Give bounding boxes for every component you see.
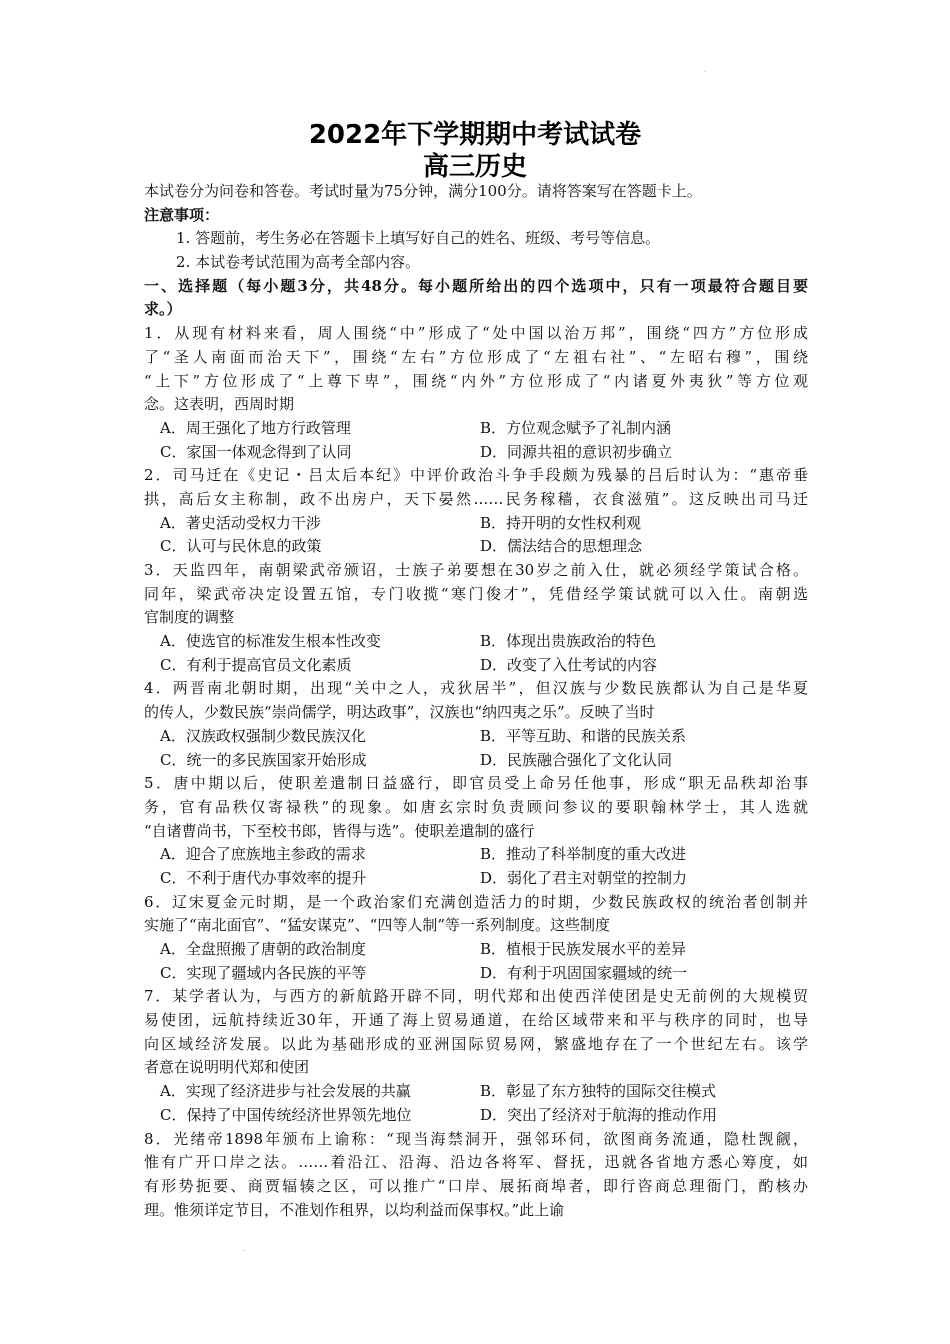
options-row (144, 512, 808, 536)
section-heading: 求。） (144, 300, 182, 319)
question-text: 向区域经济发展。以此为基础形成的亚洲国际贸易网，繁盛地存在了一个世纪左右。该学 (144, 1034, 808, 1053)
question-text: 同年，梁武帝决定设置五馆，专门收揽“寒门俊才”，凭借经学策试就可以入仕。南朝选 (144, 584, 808, 603)
option-c: C．认可与民休息的政策 (160, 537, 322, 556)
question-6 (144, 891, 808, 986)
question-text: 拱，高后女主称制，政不出房户，天下晏然……民务稼穑，衣食滋殖”。这反映出司马迁 (144, 489, 808, 508)
section-heading: 一、选择题（每小题3分，共48分。每小题所给出的四个选项中，只有一项最符合题目要 (144, 276, 808, 295)
options-row (144, 417, 808, 441)
question-text: 实施了“南北面官”、“猛安谋克”、“四等人制”等一系列制度。这些制度 (144, 916, 611, 935)
question-text: 6．辽宋夏金元时期，是一个政治家们充满创造活力的时期，少数民族政权的统治者创制并 (144, 892, 808, 911)
option-a: A．汉族政权强制少数民族汉化 (160, 726, 366, 745)
option-d: D．改变了入仕考试的内容 (480, 655, 658, 674)
question-text: “自诸曹尚书，下至校书郎，皆得与选”。使职差遣制的盛行 (144, 821, 535, 840)
question-text: 者意在说明明代郑和使团 (144, 1058, 310, 1077)
options-row (144, 962, 808, 986)
option-c: C．家国一体观念得到了认同 (160, 442, 352, 461)
intro-text: 本试卷分为问卷和答卷。考试时量为75分钟，满分100分。请将答案写在答题卡上。 (144, 182, 702, 200)
options-row (144, 938, 808, 962)
options-row (144, 654, 808, 678)
note-item: 2. 本试卷考试范围为高考全部内容。 (176, 253, 421, 272)
option-b: B．体现出贵族政治的特色 (480, 632, 657, 651)
note-item: 1. 答题前，考生务必在答题卡上填写好自己的姓名、班级、考号等信息。 (176, 229, 661, 248)
option-c: C．保持了中国传统经济世界领先地位 (160, 1105, 412, 1124)
notes-heading: 注意事项： (144, 205, 220, 224)
options-row (144, 535, 808, 559)
option-d: D．儒法结合的思想理念 (480, 537, 643, 556)
option-d: D．同源共祖的意识初步确立 (480, 442, 673, 461)
options-row (144, 630, 808, 654)
options-row (144, 441, 808, 465)
question-1 (144, 322, 808, 464)
question-text: 念。这表明，西周时期 (144, 395, 295, 414)
option-b: B．持开明的女性权利观 (480, 513, 642, 532)
option-b: B．方位观念赋予了礼制内涵 (480, 418, 672, 437)
question-text: 的传人，少数民族“崇尚儒学，明达政事”，汉族也“纳四夷之乐”。反映了当时 (144, 703, 655, 722)
question-text: 有形势扼要、商贾辐辏之区，可以推广“口岸、展拓商埠者，即行咨商总理衙门，酌核办 (144, 1176, 808, 1195)
question-text: 2．司马迁在《史记・吕太后本纪》中评价政治斗争手段颇为残暴的吕后时认为：“惠帝垂 (144, 466, 808, 485)
question-text: 易使团，远航持续近30年，开通了海上贸易通道，在给区域带来和平与秩序的同时，也导 (144, 1011, 808, 1030)
option-a: A．迎合了庶族地主参政的需求 (160, 845, 366, 864)
question-text: 务，官有品秩仅寄禄秩”的现象。如唐玄宗时负责顾问参议的要职翰林学士，其人选就 (144, 797, 808, 816)
option-a: A．使选官的标准发生根本性改变 (160, 632, 381, 651)
option-d: D．突出了经济对于航海的推动作用 (480, 1105, 718, 1124)
question-text: 8．光绪帝1898年颁布上谕称：“现当海禁洞开，强邻环伺，欲图商务流通，隐杜觊觎， (144, 1129, 808, 1148)
question-3 (144, 559, 808, 677)
subject-title: 高三历史 (422, 152, 527, 182)
options-row (144, 867, 808, 891)
option-c: C．实现了疆域内各民族的平等 (160, 963, 367, 982)
question-text: 了“圣人南面而治天下”，围绕“左右”方位形成了“左祖右社”、“左昭右穆”，围绕 (144, 347, 808, 366)
option-c: C．统一的多民族国家开始形成 (160, 750, 367, 769)
option-a: A．著史活动受权力干涉 (160, 513, 321, 532)
question-text: 4．两晋南北朝时期，出现“关中之人，戎狄居半”，但汉族与少数民族都认为自己是华夏 (144, 679, 808, 698)
question-text: 惟有广开口岸之法。……着沿江、沿海、沿边各将军、督抚，迅就各省地方悉心筹度，如 (144, 1153, 808, 1172)
option-c: C．有利于提高官员文化素质 (160, 655, 352, 674)
option-b: B．推动了科举制度的重大改进 (480, 845, 687, 864)
option-b: B．植根于民族发展水平的差异 (480, 940, 687, 958)
question-text: “上下”方位形成了“上尊下卑”，围绕“内外”方位形成了“内诸夏外夷狄”等方位观 (144, 371, 808, 390)
options-row (144, 1104, 808, 1128)
option-b: B．彰显了东方独特的国际交往模式 (480, 1082, 717, 1101)
option-a: A．全盘照搬了唐朝的政治制度 (160, 940, 366, 958)
options-row (144, 843, 808, 867)
question-text: 官制度的调整 (144, 608, 235, 627)
question-8 (144, 1128, 808, 1223)
option-b: B．平等互助、和谐的民族关系 (480, 726, 687, 745)
question-text: 5．唐中期以后，使职差遣制日益盛行，即官员受上命另任他事，形成“职无品秩却治事 (144, 774, 808, 793)
option-c: C．不利于唐代办事效率的提升 (160, 868, 367, 887)
exam-content (144, 180, 808, 1222)
question-4 (144, 677, 808, 772)
question-text: 3．天监四年，南朝梁武帝颁诏，士族子弟要想在30岁之前入仕，就必须经学策试合格。 (144, 561, 808, 579)
option-d: D．弱化了君主对朝堂的控制力 (480, 868, 688, 887)
question-text: 理。惟须详定节目，不准划作租界，以均利益而保事权。”此上谕 (144, 1200, 565, 1219)
exam-title: 2022年下学期期中考试试卷 (308, 120, 642, 150)
scan-mark: . (704, 65, 707, 74)
scan-mark: . (243, 1244, 246, 1253)
question-5 (144, 772, 808, 890)
question-7 (144, 985, 808, 1127)
options-row (144, 725, 808, 749)
question-2 (144, 464, 808, 559)
question-text: 7．某学者认为，与西方的新航路开辟不同，明代郑和出使西洋使团是史无前例的大规模贸 (144, 987, 808, 1006)
options-row (144, 1080, 808, 1104)
option-a: A．周王强化了地方行政管理 (160, 418, 351, 437)
option-d: D．有利于巩固国家疆域的统一 (480, 963, 688, 982)
option-d: D．民族融合强化了文化认同 (480, 750, 673, 769)
options-row (144, 749, 808, 773)
option-a: A．实现了经济进步与社会发展的共赢 (160, 1082, 411, 1101)
question-text: 1．从现有材料来看，周人围绕“中”形成了“处中国以治万邦”，围绕“四方”方位形成 (144, 324, 808, 343)
